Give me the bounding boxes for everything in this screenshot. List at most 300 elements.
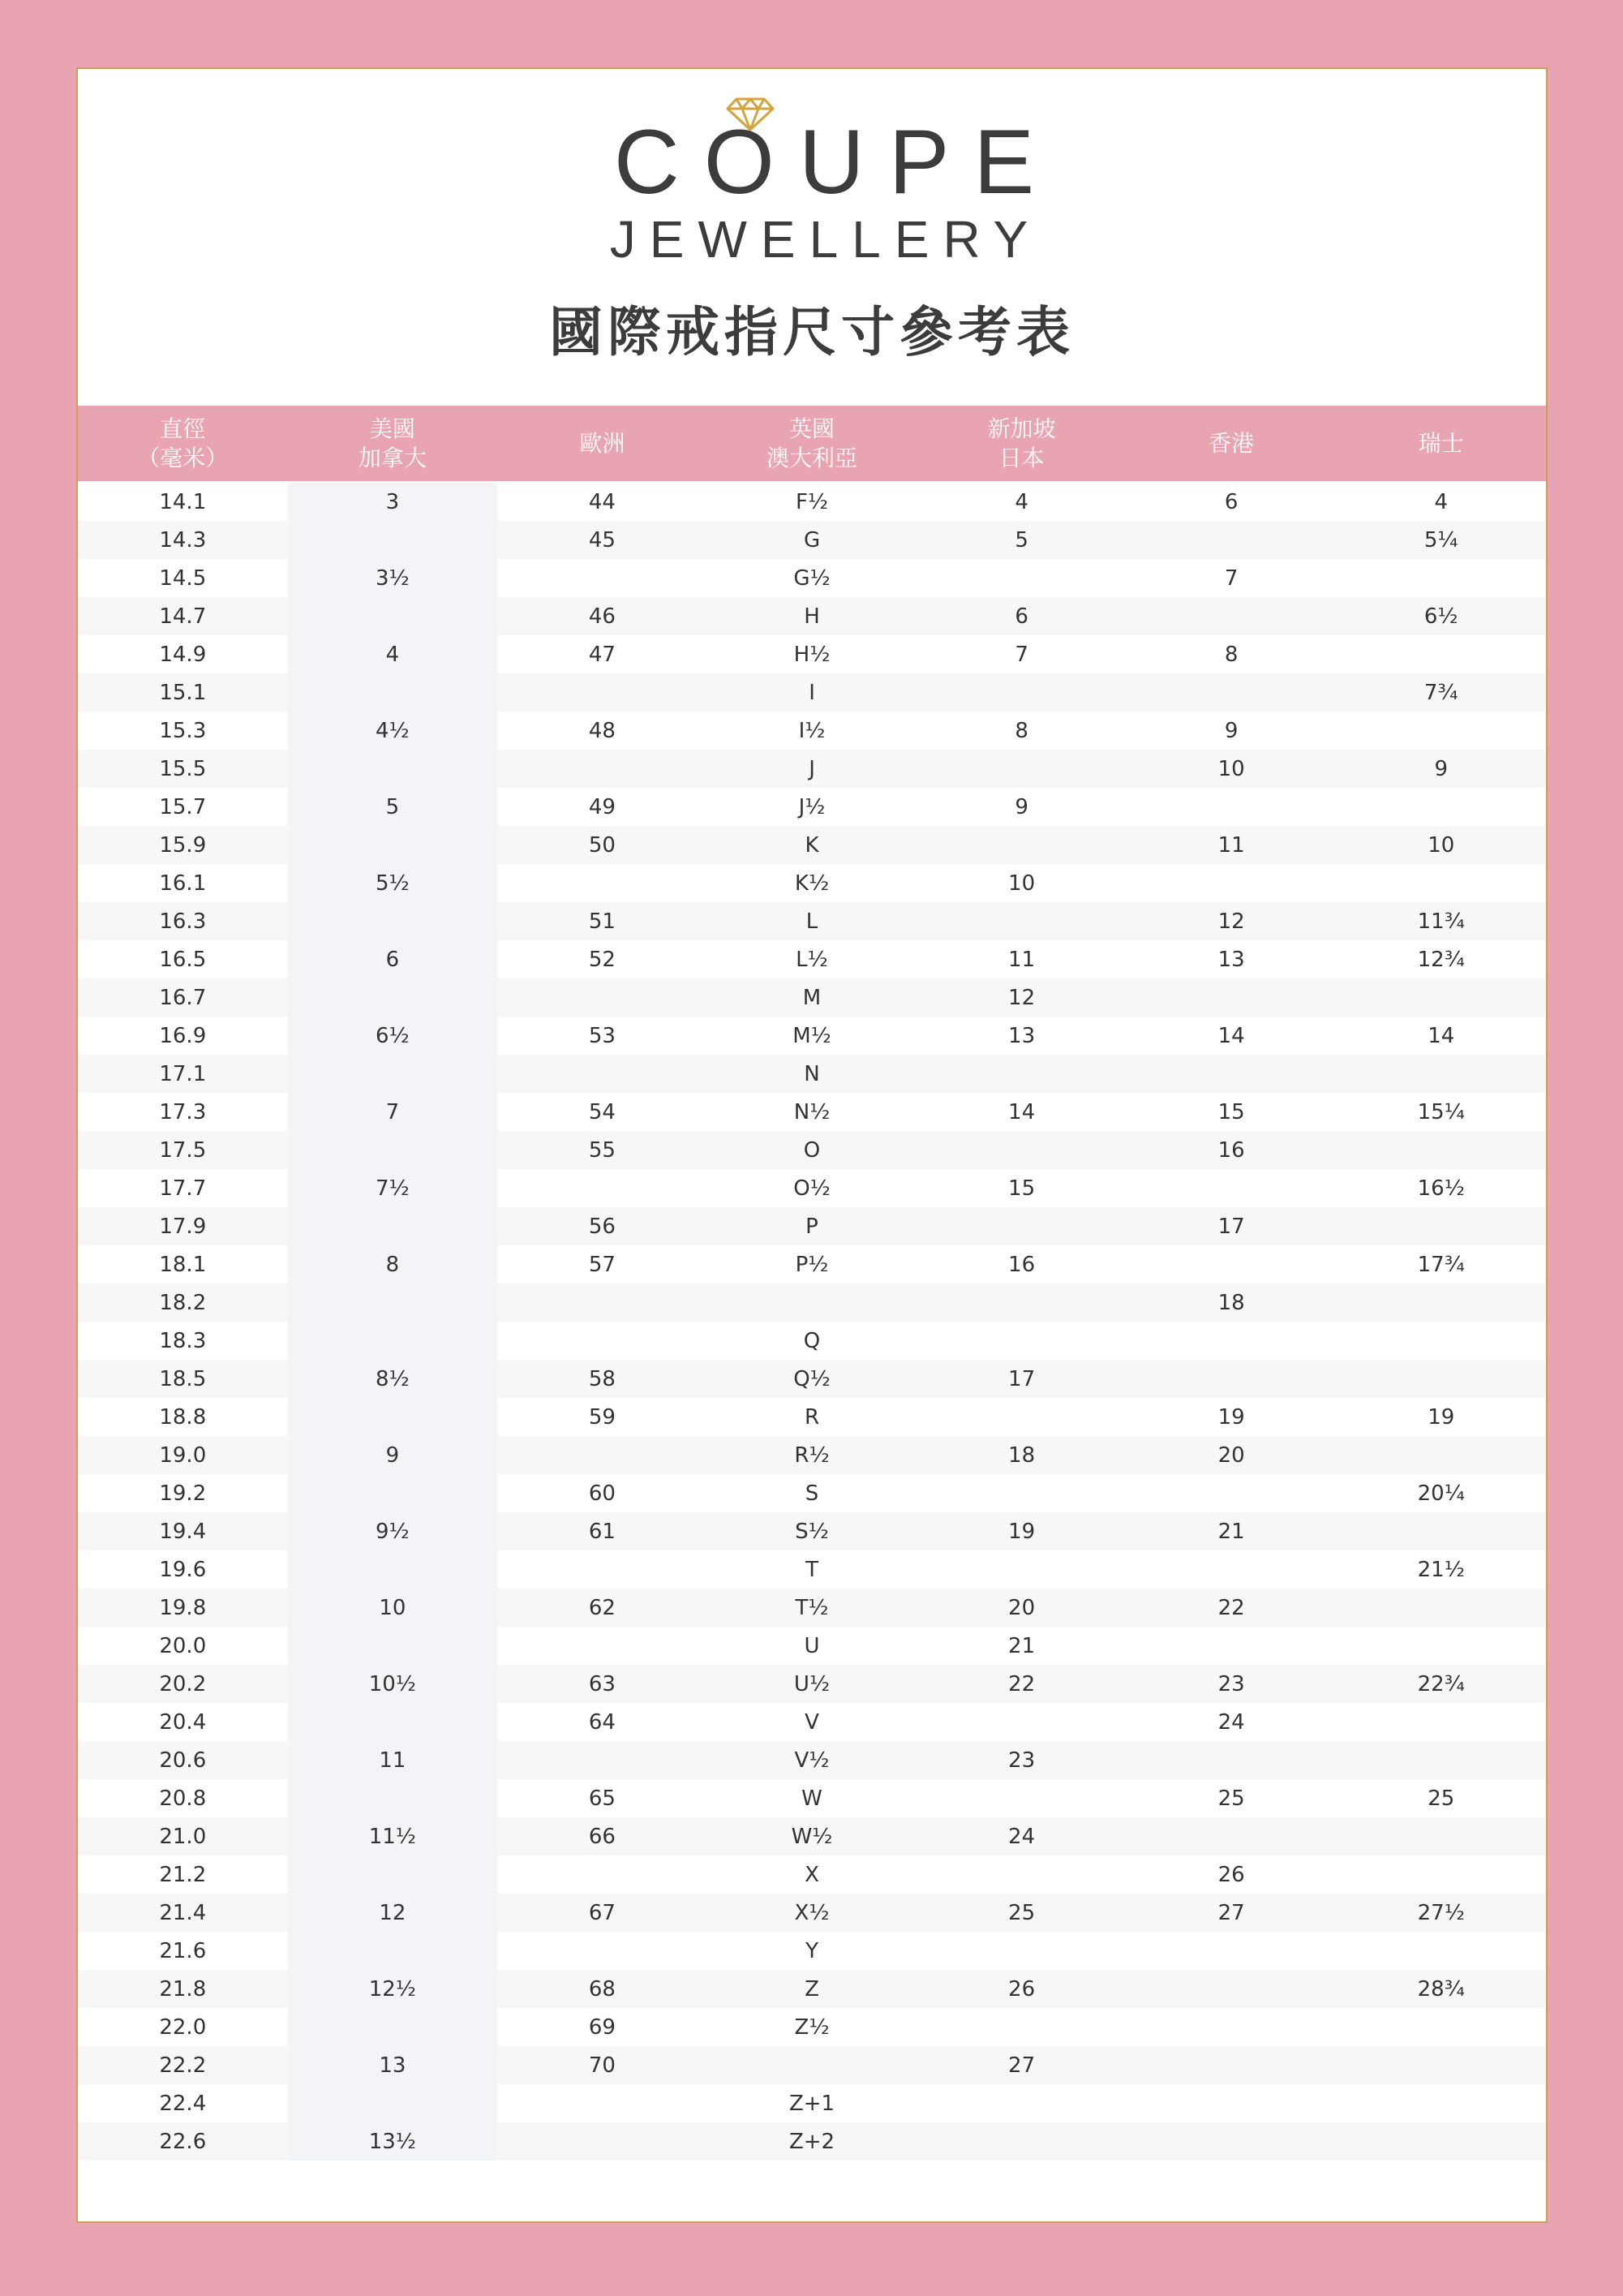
table-cell: 10 — [1217, 756, 1245, 781]
table-row — [78, 1322, 1546, 1360]
table-row — [78, 902, 1546, 940]
table-cell — [1127, 2046, 1337, 2084]
table-cell: 10½ — [288, 1665, 498, 1703]
table-cell — [1336, 1512, 1546, 1550]
table-cell: 58 — [588, 1366, 616, 1391]
table-row — [78, 1512, 1546, 1550]
table-cell: I½ — [798, 718, 826, 743]
table-cell: 12¾ — [1417, 947, 1465, 972]
table-cell: 21.6 — [159, 1938, 207, 1963]
table-cell: 9 — [288, 1436, 498, 1474]
table-cell: 17.7 — [159, 1176, 207, 1201]
table-cell: 53 — [588, 1023, 616, 1048]
table-cell: H — [804, 604, 820, 629]
table-cell: 19.6 — [159, 1557, 207, 1582]
table-cell: 22.6 — [159, 2129, 207, 2154]
table-cell — [288, 2008, 498, 2046]
table-cell: 18.8 — [159, 1404, 207, 1430]
table-cell: 10 — [1428, 832, 1455, 858]
table-cell — [1336, 1855, 1546, 1894]
table-cell: I — [809, 680, 815, 705]
table-cell — [288, 1855, 498, 1894]
table-cell — [288, 750, 498, 788]
table-cell — [917, 826, 1127, 864]
size-table-body — [78, 483, 1546, 2161]
table-cell: 5 — [288, 788, 498, 826]
table-cell — [1127, 1322, 1337, 1360]
table-cell — [1336, 1322, 1546, 1360]
table-cell: 19.2 — [159, 1481, 207, 1506]
table-cell: 12½ — [288, 1970, 498, 2008]
table-cell — [917, 2122, 1127, 2161]
table-cell — [1127, 1970, 1337, 2008]
table-cell: 6 — [1015, 604, 1028, 629]
table-cell: 12 — [1008, 985, 1036, 1010]
column-header — [1127, 406, 1337, 481]
table-cell: 21.2 — [159, 1862, 207, 1887]
table-cell: 11¾ — [1417, 909, 1465, 934]
table-cell: 23 — [1217, 1671, 1245, 1696]
table-cell: 62 — [588, 1595, 616, 1620]
table-cell: 19 — [1428, 1404, 1455, 1430]
table-cell: 16½ — [1417, 1176, 1465, 1201]
table-cell — [288, 1703, 498, 1741]
table-cell: 68 — [588, 1976, 616, 2001]
table-cell: 11 — [1217, 832, 1245, 858]
table-row — [78, 1550, 1546, 1589]
table-cell — [917, 2008, 1127, 2046]
table-cell: M½ — [792, 1023, 831, 1048]
table-row — [78, 1741, 1546, 1779]
table-cell: 3 — [288, 483, 498, 521]
table-cell: 15.5 — [159, 756, 207, 781]
table-cell: 18.2 — [159, 1290, 207, 1315]
table-cell — [497, 559, 707, 597]
table-cell: 5½ — [288, 864, 498, 902]
table-cell — [497, 1436, 707, 1474]
table-cell: T — [805, 1557, 818, 1582]
column-header-line2: （毫米） — [137, 444, 229, 471]
table-cell: 65 — [588, 1786, 616, 1811]
table-cell: 19.0 — [159, 1443, 207, 1468]
table-row — [78, 1283, 1546, 1322]
table-row — [78, 1855, 1546, 1894]
table-cell: 59 — [588, 1404, 616, 1430]
table-cell: F½ — [795, 489, 829, 514]
table-cell: 60 — [588, 1481, 616, 1506]
table-cell: S — [805, 1481, 819, 1506]
table-cell: 24 — [1008, 1824, 1036, 1849]
table-cell: 8 — [1015, 718, 1028, 743]
table-cell — [1336, 864, 1546, 902]
table-cell: T½ — [795, 1595, 829, 1620]
table-cell: 47 — [588, 642, 616, 667]
table-cell: 7 — [1224, 565, 1239, 591]
table-cell — [917, 1855, 1127, 1894]
table-cell: 27 — [1217, 1900, 1245, 1925]
table-row — [78, 1627, 1546, 1665]
table-cell: 64 — [588, 1709, 616, 1735]
table-cell — [1336, 559, 1546, 597]
table-cell: 9 — [1434, 756, 1449, 781]
table-cell: 20.8 — [159, 1786, 207, 1811]
table-cell — [1336, 1283, 1546, 1322]
table-row — [78, 521, 1546, 559]
table-cell: 25 — [1428, 1786, 1455, 1811]
table-row — [78, 1932, 1546, 1970]
table-cell: 17.9 — [159, 1214, 207, 1239]
table-cell — [1336, 1055, 1546, 1093]
column-header — [1336, 406, 1546, 481]
table-cell: 22 — [1217, 1595, 1245, 1620]
table-cell — [1336, 1207, 1546, 1245]
table-cell: 22 — [1008, 1671, 1036, 1696]
table-cell: 11 — [288, 1741, 498, 1779]
table-cell: 19.8 — [159, 1595, 207, 1620]
table-cell — [1127, 788, 1337, 826]
table-cell: 13 — [288, 2046, 498, 2084]
table-cell — [1127, 1245, 1337, 1283]
table-cell: 8 — [288, 1245, 498, 1283]
table-cell: 10 — [1008, 871, 1036, 896]
table-row — [78, 2046, 1546, 2084]
table-cell: 22¾ — [1417, 1671, 1465, 1696]
table-cell: 49 — [588, 794, 616, 819]
table-cell — [917, 559, 1127, 597]
table-cell: O½ — [793, 1176, 831, 1201]
table-cell: 4 — [288, 635, 498, 673]
table-cell — [288, 1474, 498, 1512]
table-cell — [1127, 864, 1337, 902]
table-cell — [1127, 1550, 1337, 1589]
table-cell — [497, 864, 707, 902]
table-cell — [288, 1627, 498, 1665]
table-row — [78, 978, 1546, 1017]
table-cell: 55 — [588, 1137, 616, 1163]
table-cell: 14 — [1217, 1023, 1245, 1048]
table-cell — [288, 826, 498, 864]
table-cell: J½ — [798, 794, 826, 819]
column-header-line1: 瑞士 — [1418, 429, 1464, 457]
table-cell: R — [804, 1404, 820, 1430]
table-cell — [288, 1207, 498, 1245]
table-cell — [288, 1322, 498, 1360]
table-cell: 20¼ — [1417, 1481, 1465, 1506]
table-cell — [1127, 1932, 1337, 1970]
table-cell: 19 — [1008, 1519, 1036, 1544]
table-row — [78, 1665, 1546, 1703]
table-cell: 48 — [588, 718, 616, 743]
table-cell: 23 — [1008, 1748, 1036, 1773]
table-cell — [917, 750, 1127, 788]
table-row — [78, 2122, 1546, 2161]
table-cell: 20.0 — [159, 1633, 207, 1658]
table-cell — [288, 1283, 498, 1322]
table-cell: 69 — [588, 2014, 616, 2040]
table-cell — [1336, 1131, 1546, 1169]
table-cell: 8 — [1224, 642, 1239, 667]
table-cell — [497, 1055, 707, 1093]
table-cell — [497, 1322, 707, 1360]
size-chart-card — [76, 67, 1548, 2223]
table-cell: 20.4 — [159, 1709, 207, 1735]
table-header — [78, 406, 1546, 481]
table-cell — [497, 1550, 707, 1589]
table-cell: 18.3 — [159, 1328, 207, 1353]
table-cell — [497, 1855, 707, 1894]
table-cell — [497, 673, 707, 712]
column-header-line1: 英國 — [789, 415, 835, 442]
table-cell — [1336, 1741, 1546, 1779]
table-cell: X½ — [794, 1900, 830, 1925]
table-cell: 16.9 — [159, 1023, 207, 1048]
table-row — [78, 1436, 1546, 1474]
table-cell — [1127, 1474, 1337, 1512]
table-cell — [288, 597, 498, 635]
table-cell: 26 — [1217, 1862, 1245, 1887]
column-header-line2: 澳大利亞 — [766, 444, 858, 471]
table-row — [78, 483, 1546, 521]
table-cell: 21.4 — [159, 1900, 207, 1925]
table-cell: 57 — [588, 1252, 616, 1277]
table-cell: 7 — [288, 1093, 498, 1131]
column-header — [497, 406, 707, 481]
table-cell — [1336, 2084, 1546, 2122]
table-cell: 67 — [588, 1900, 616, 1925]
table-cell — [917, 1398, 1127, 1436]
table-row — [78, 1207, 1546, 1245]
table-cell — [1336, 1703, 1546, 1741]
table-cell: 10 — [288, 1589, 498, 1627]
table-cell: Z+2 — [788, 2129, 835, 2154]
table-cell: 9 — [1224, 718, 1239, 743]
table-cell: W — [801, 1786, 822, 1811]
table-cell — [917, 1283, 1127, 1322]
table-cell: 7½ — [288, 1169, 498, 1207]
table-cell — [1127, 673, 1337, 712]
table-row — [78, 2084, 1546, 2122]
column-header-line2: 日本 — [998, 444, 1045, 471]
table-cell — [1127, 1055, 1337, 1093]
table-cell: 20.2 — [159, 1671, 207, 1696]
table-cell: Q½ — [793, 1366, 831, 1391]
table-cell — [1336, 788, 1546, 826]
table-cell: 51 — [588, 909, 616, 934]
table-row — [78, 1245, 1546, 1283]
table-cell — [1127, 1627, 1337, 1665]
table-cell: 22.4 — [159, 2091, 207, 2116]
table-cell: 5 — [1015, 527, 1028, 553]
table-cell: 15 — [1217, 1099, 1245, 1124]
table-cell — [288, 1550, 498, 1589]
table-cell: 15.3 — [159, 718, 207, 743]
table-cell — [1336, 1932, 1546, 1970]
table-cell: 17.1 — [159, 1061, 207, 1086]
table-cell: 63 — [588, 1671, 616, 1696]
table-cell: 61 — [588, 1519, 616, 1544]
table-cell: 14.9 — [159, 642, 207, 667]
table-cell: L — [805, 909, 818, 934]
table-row — [78, 1779, 1546, 1817]
brand-name: COUPE — [613, 111, 1059, 213]
table-cell: 16.3 — [159, 909, 207, 934]
table-cell — [288, 978, 498, 1017]
table-cell: 46 — [588, 604, 616, 629]
table-cell — [288, 1055, 498, 1093]
table-cell: 21.8 — [159, 1976, 207, 2001]
column-header-line1: 新加坡 — [987, 415, 1056, 442]
table-cell: 6½ — [288, 1017, 498, 1055]
table-cell: 52 — [588, 947, 616, 972]
table-cell — [1336, 635, 1546, 673]
table-cell: P — [805, 1214, 818, 1239]
table-cell: 16 — [1008, 1252, 1036, 1277]
table-cell: 19 — [1217, 1404, 1245, 1430]
table-cell — [1127, 1817, 1337, 1855]
table-cell: U½ — [793, 1671, 831, 1696]
table-row — [78, 1703, 1546, 1741]
table-cell: 9 — [1015, 794, 1028, 819]
table-row — [78, 1055, 1546, 1093]
table-cell: 11½ — [288, 1817, 498, 1855]
table-cell: 18.5 — [159, 1366, 207, 1391]
table-cell — [917, 1550, 1127, 1589]
table-cell: J — [809, 756, 815, 781]
table-cell: 14 — [1008, 1099, 1036, 1124]
table-row — [78, 1474, 1546, 1512]
table-cell: S½ — [795, 1519, 829, 1544]
table-cell: 15.7 — [159, 794, 207, 819]
table-cell: 6 — [1224, 489, 1239, 514]
table-cell: 14.1 — [159, 489, 207, 514]
table-cell: G — [803, 527, 821, 553]
table-cell: 20 — [1008, 1595, 1036, 1620]
brand-subtitle: JEWELLERY — [609, 210, 1042, 269]
table-cell: 14.5 — [159, 565, 207, 591]
column-header-line2: 加拿大 — [358, 444, 427, 471]
table-row — [78, 1970, 1546, 2008]
table-cell — [917, 2084, 1127, 2122]
table-cell: K½ — [794, 871, 830, 896]
table-cell — [1336, 978, 1546, 1017]
table-cell: N½ — [793, 1099, 831, 1124]
table-cell: 18.1 — [159, 1252, 207, 1277]
table-cell: 26 — [1008, 1976, 1036, 2001]
table-cell: Y — [805, 1938, 818, 1963]
column-header-line1: 美國 — [369, 415, 415, 442]
table-cell — [497, 2122, 707, 2161]
table-cell — [917, 1131, 1127, 1169]
table-row — [78, 750, 1546, 788]
table-row — [78, 1169, 1546, 1207]
table-cell: 21½ — [1417, 1557, 1465, 1582]
table-cell: 14 — [1428, 1023, 1455, 1048]
page-title: 國際戒指尺寸參考表 — [549, 301, 1075, 363]
table-cell — [288, 2084, 498, 2122]
table-cell: 17 — [1008, 1366, 1036, 1391]
table-cell: 5¼ — [1423, 527, 1458, 553]
table-cell: 70 — [588, 2053, 616, 2078]
table-cell: 4½ — [288, 712, 498, 750]
table-cell: 6½ — [1423, 604, 1458, 629]
table-row — [78, 1817, 1546, 1855]
table-cell: H½ — [793, 642, 831, 667]
table-cell — [707, 1283, 917, 1322]
table-cell — [1336, 1589, 1546, 1627]
table-cell — [1336, 2008, 1546, 2046]
table-cell: 15.9 — [159, 832, 207, 858]
table-cell: W½ — [791, 1824, 833, 1849]
table-cell: 18 — [1008, 1443, 1036, 1468]
column-header-line1: 直徑 — [160, 415, 206, 442]
table-cell — [288, 1779, 498, 1817]
table-cell: N — [804, 1061, 820, 1086]
table-cell: G½ — [793, 565, 831, 591]
table-cell: O — [803, 1137, 821, 1163]
table-row — [78, 1398, 1546, 1436]
table-cell — [917, 1322, 1127, 1360]
table-cell — [1336, 1360, 1546, 1398]
table-row — [78, 1131, 1546, 1169]
table-cell — [497, 750, 707, 788]
table-row — [78, 826, 1546, 864]
table-cell: 44 — [588, 489, 616, 514]
table-cell: Z½ — [794, 2014, 830, 2040]
table-cell — [497, 1627, 707, 1665]
table-cell — [288, 673, 498, 712]
table-cell — [288, 1398, 498, 1436]
table-cell: 13 — [1217, 947, 1245, 972]
table-cell: 17¾ — [1417, 1252, 1465, 1277]
table-cell — [917, 673, 1127, 712]
table-cell: 22.2 — [159, 2053, 207, 2078]
table-cell: 12 — [1217, 909, 1245, 934]
table-cell — [917, 1932, 1127, 1970]
table-cell — [917, 1055, 1127, 1093]
table-cell: 12 — [288, 1894, 498, 1932]
table-cell: 17 — [1217, 1214, 1245, 1239]
table-cell — [1127, 2008, 1337, 2046]
table-cell — [1127, 597, 1337, 635]
table-cell — [497, 1169, 707, 1207]
table-cell — [497, 978, 707, 1017]
table-cell: 17.5 — [159, 1137, 207, 1163]
table-cell — [288, 902, 498, 940]
table-cell: Q — [803, 1328, 821, 1353]
table-cell — [497, 2084, 707, 2122]
table-row — [78, 1360, 1546, 1398]
table-cell — [1127, 2084, 1337, 2122]
table-cell — [1127, 2122, 1337, 2161]
table-cell — [707, 2046, 917, 2084]
table-row — [78, 940, 1546, 978]
table-cell — [1127, 978, 1337, 1017]
table-cell: 21.0 — [159, 1824, 207, 1849]
table-cell — [1336, 1817, 1546, 1855]
table-cell — [1127, 1169, 1337, 1207]
table-cell: V — [805, 1709, 819, 1735]
table-cell — [917, 1474, 1127, 1512]
table-cell: 21 — [1217, 1519, 1245, 1544]
column-header — [288, 406, 498, 481]
table-row — [78, 864, 1546, 902]
table-cell — [288, 1131, 498, 1169]
table-cell: Z — [805, 1976, 819, 2001]
table-row — [78, 1017, 1546, 1055]
table-cell: 15 — [1008, 1176, 1036, 1201]
table-cell: L½ — [796, 947, 828, 972]
table-row — [78, 559, 1546, 597]
